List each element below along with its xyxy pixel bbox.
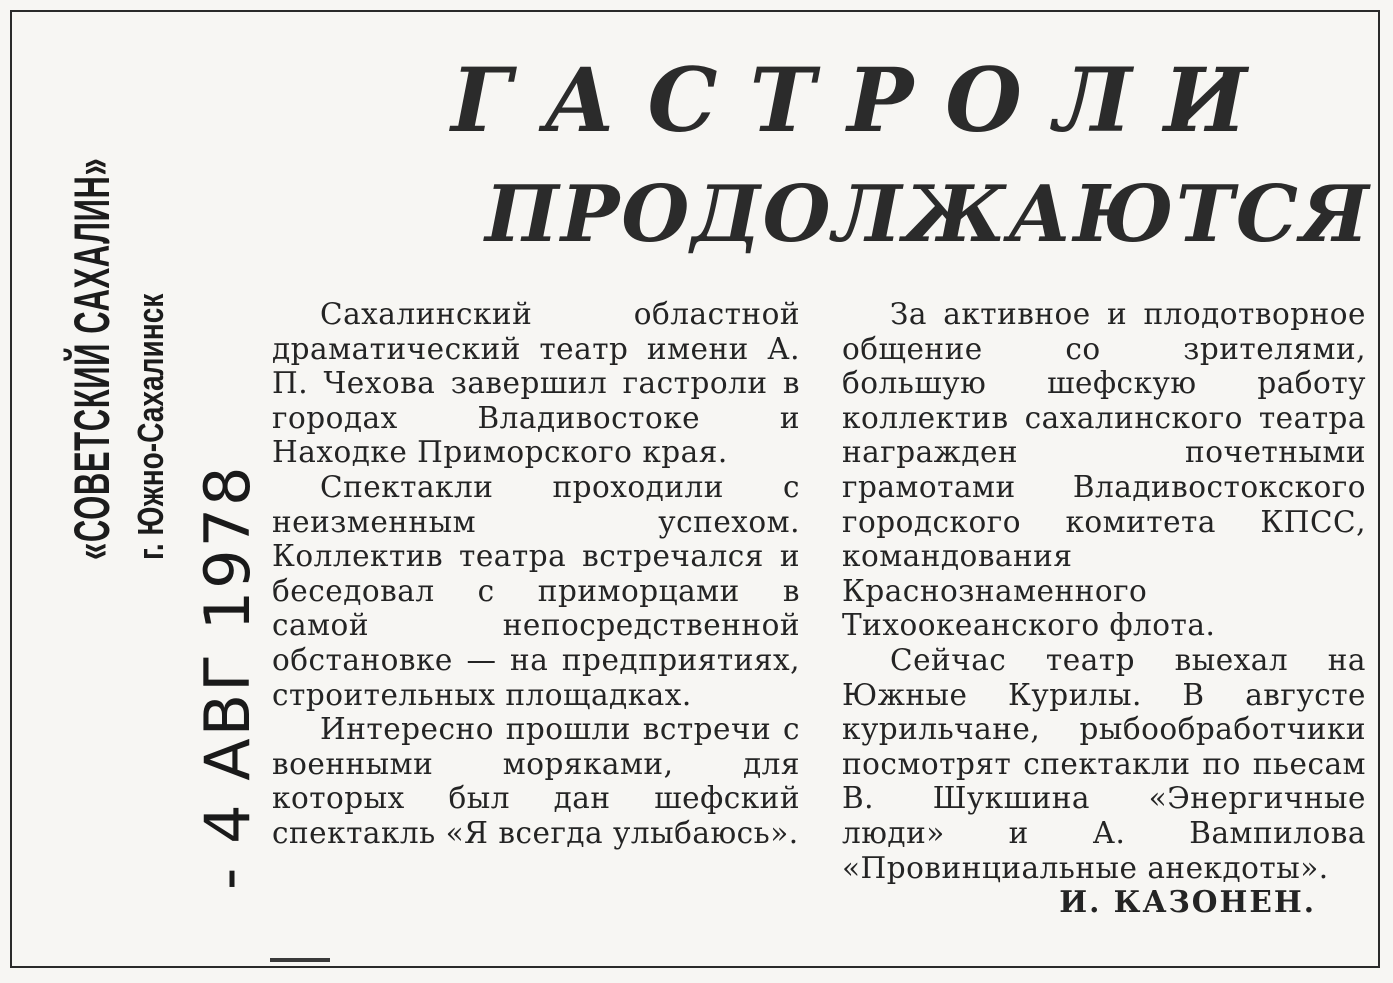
- article-column-left: [272, 297, 800, 851]
- paragraph: Интересно прошли встречи с военными моряками, для которых был дан шефский спектакль «Я всегда улыбаюсь».: [272, 712, 800, 850]
- article-headline: [395, 40, 1371, 270]
- paragraph: За активное и плодотворное общение со зрителями, большую шефскую работу коллектив сахалинского театра награжден почетными грамотами Владивостокского городского комитета КПСС, командования Краснознаменного Тихоокеанского флота.: [842, 297, 1366, 643]
- headline-line-2: ПРОДОЛЖАЮТСЯ: [485, 169, 1371, 260]
- paragraph: Спектакли проходили с неизменным успехом. Коллектив театра встречался и беседовал с приморцами в самой непосредственной обстановке — на предприятиях, строительных площадках.: [272, 469, 800, 712]
- bottom-rule: [270, 958, 330, 962]
- author-signature: И. КАЗОНЕН.: [1059, 884, 1316, 920]
- date-stamp: - 4 АВГ 1978: [191, 464, 264, 890]
- stamp-city: г. Южно-Сахалинск: [130, 293, 171, 560]
- stamp-newspaper-name: «СОВЕТСКИЙ САХАЛИН»: [64, 157, 120, 560]
- headline-line-1: ГАСТРОЛИ: [451, 48, 1279, 152]
- article-column-right: [842, 297, 1366, 920]
- paragraph: Сахалинский областной драматический театр имени А. П. Чехова завершил гастроли в городах Владивостоке и Находке Приморского края.: [272, 297, 800, 470]
- paragraph: Сейчас театр выехал на Южные Курилы. В августе курильчане, рыбообработчики посмотрят спектакли по пьесам В. Шукшина «Энергичные люди» и А. Вампилова «Провинциальные анекдоты».: [842, 642, 1366, 885]
